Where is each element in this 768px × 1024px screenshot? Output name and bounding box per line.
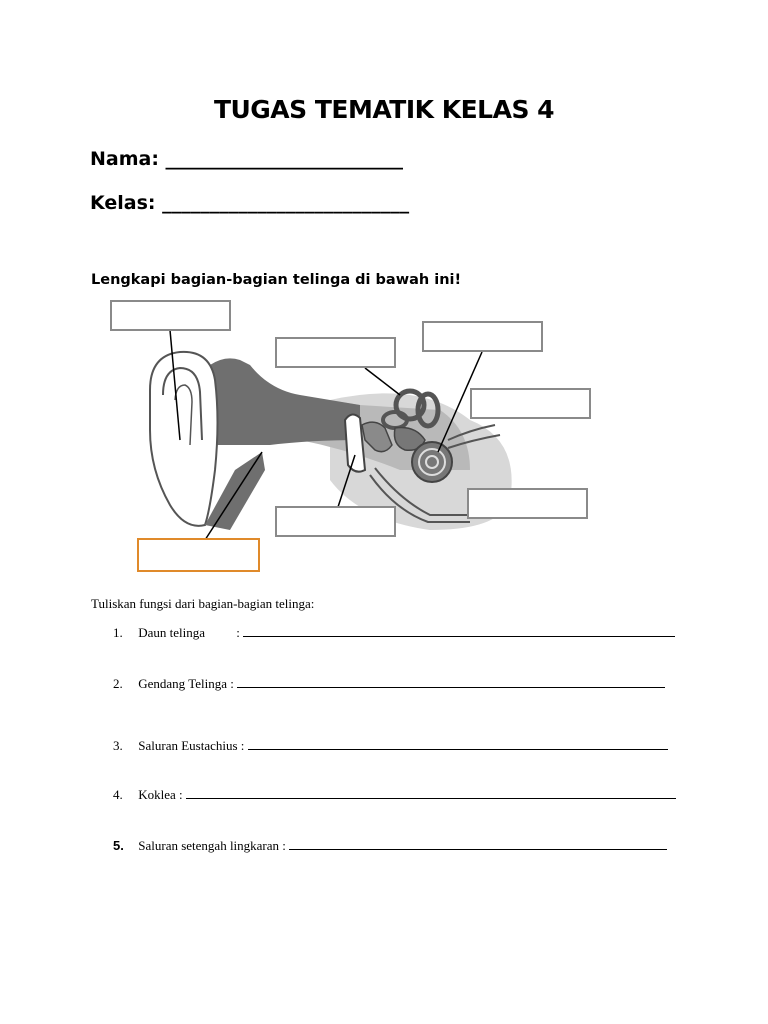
page-title: TUGAS TEMATIK KELAS 4 bbox=[213, 95, 555, 124]
label-box-7[interactable] bbox=[137, 538, 260, 572]
answer-line[interactable] bbox=[243, 626, 675, 637]
question-number: 2. bbox=[113, 676, 123, 691]
question-3: 3. Saluran Eustachius : bbox=[113, 738, 668, 754]
question-number: 3. bbox=[113, 738, 123, 753]
question-label: Saluran Eustachius bbox=[138, 738, 238, 753]
label-box-4[interactable] bbox=[470, 388, 591, 419]
question-label: Gendang Telinga bbox=[138, 676, 227, 691]
question-label: Koklea bbox=[138, 787, 176, 802]
label-box-3[interactable] bbox=[422, 321, 543, 352]
answer-line[interactable] bbox=[248, 739, 668, 750]
question-number: 4. bbox=[113, 787, 123, 802]
class-field-label: Kelas: __________________________ bbox=[90, 192, 410, 214]
question-2: 2. Gendang Telinga : bbox=[113, 676, 665, 692]
pinna-outline bbox=[150, 352, 218, 526]
question-5: 5. Saluran setengah lingkaran : bbox=[113, 838, 667, 854]
label-box-2[interactable] bbox=[275, 337, 396, 368]
question-4: 4. Koklea : bbox=[113, 787, 676, 803]
questions-intro: Tuliskan fungsi dari bagian-bagian telinga: bbox=[91, 596, 315, 611]
instruction-text: Lengkapi bagian-bagian telinga di bawah ini! bbox=[91, 272, 462, 288]
answer-line[interactable] bbox=[186, 788, 676, 799]
question-1: 1. Daun telinga : bbox=[113, 625, 675, 641]
label-box-6[interactable] bbox=[275, 506, 396, 537]
question-number: 1. bbox=[113, 625, 123, 640]
pointer-line-2 bbox=[365, 368, 400, 395]
answer-line[interactable] bbox=[289, 839, 667, 850]
outer-ear-shadow bbox=[210, 358, 360, 445]
answer-line[interactable] bbox=[237, 677, 665, 688]
question-label: Daun telinga bbox=[138, 625, 206, 640]
question-label: Saluran setengah lingkaran bbox=[138, 838, 280, 853]
label-box-1[interactable] bbox=[110, 300, 231, 331]
question-number: 5. bbox=[113, 838, 124, 853]
label-box-5[interactable] bbox=[467, 488, 588, 519]
name-field-label: Nama: _________________________ bbox=[90, 148, 404, 170]
